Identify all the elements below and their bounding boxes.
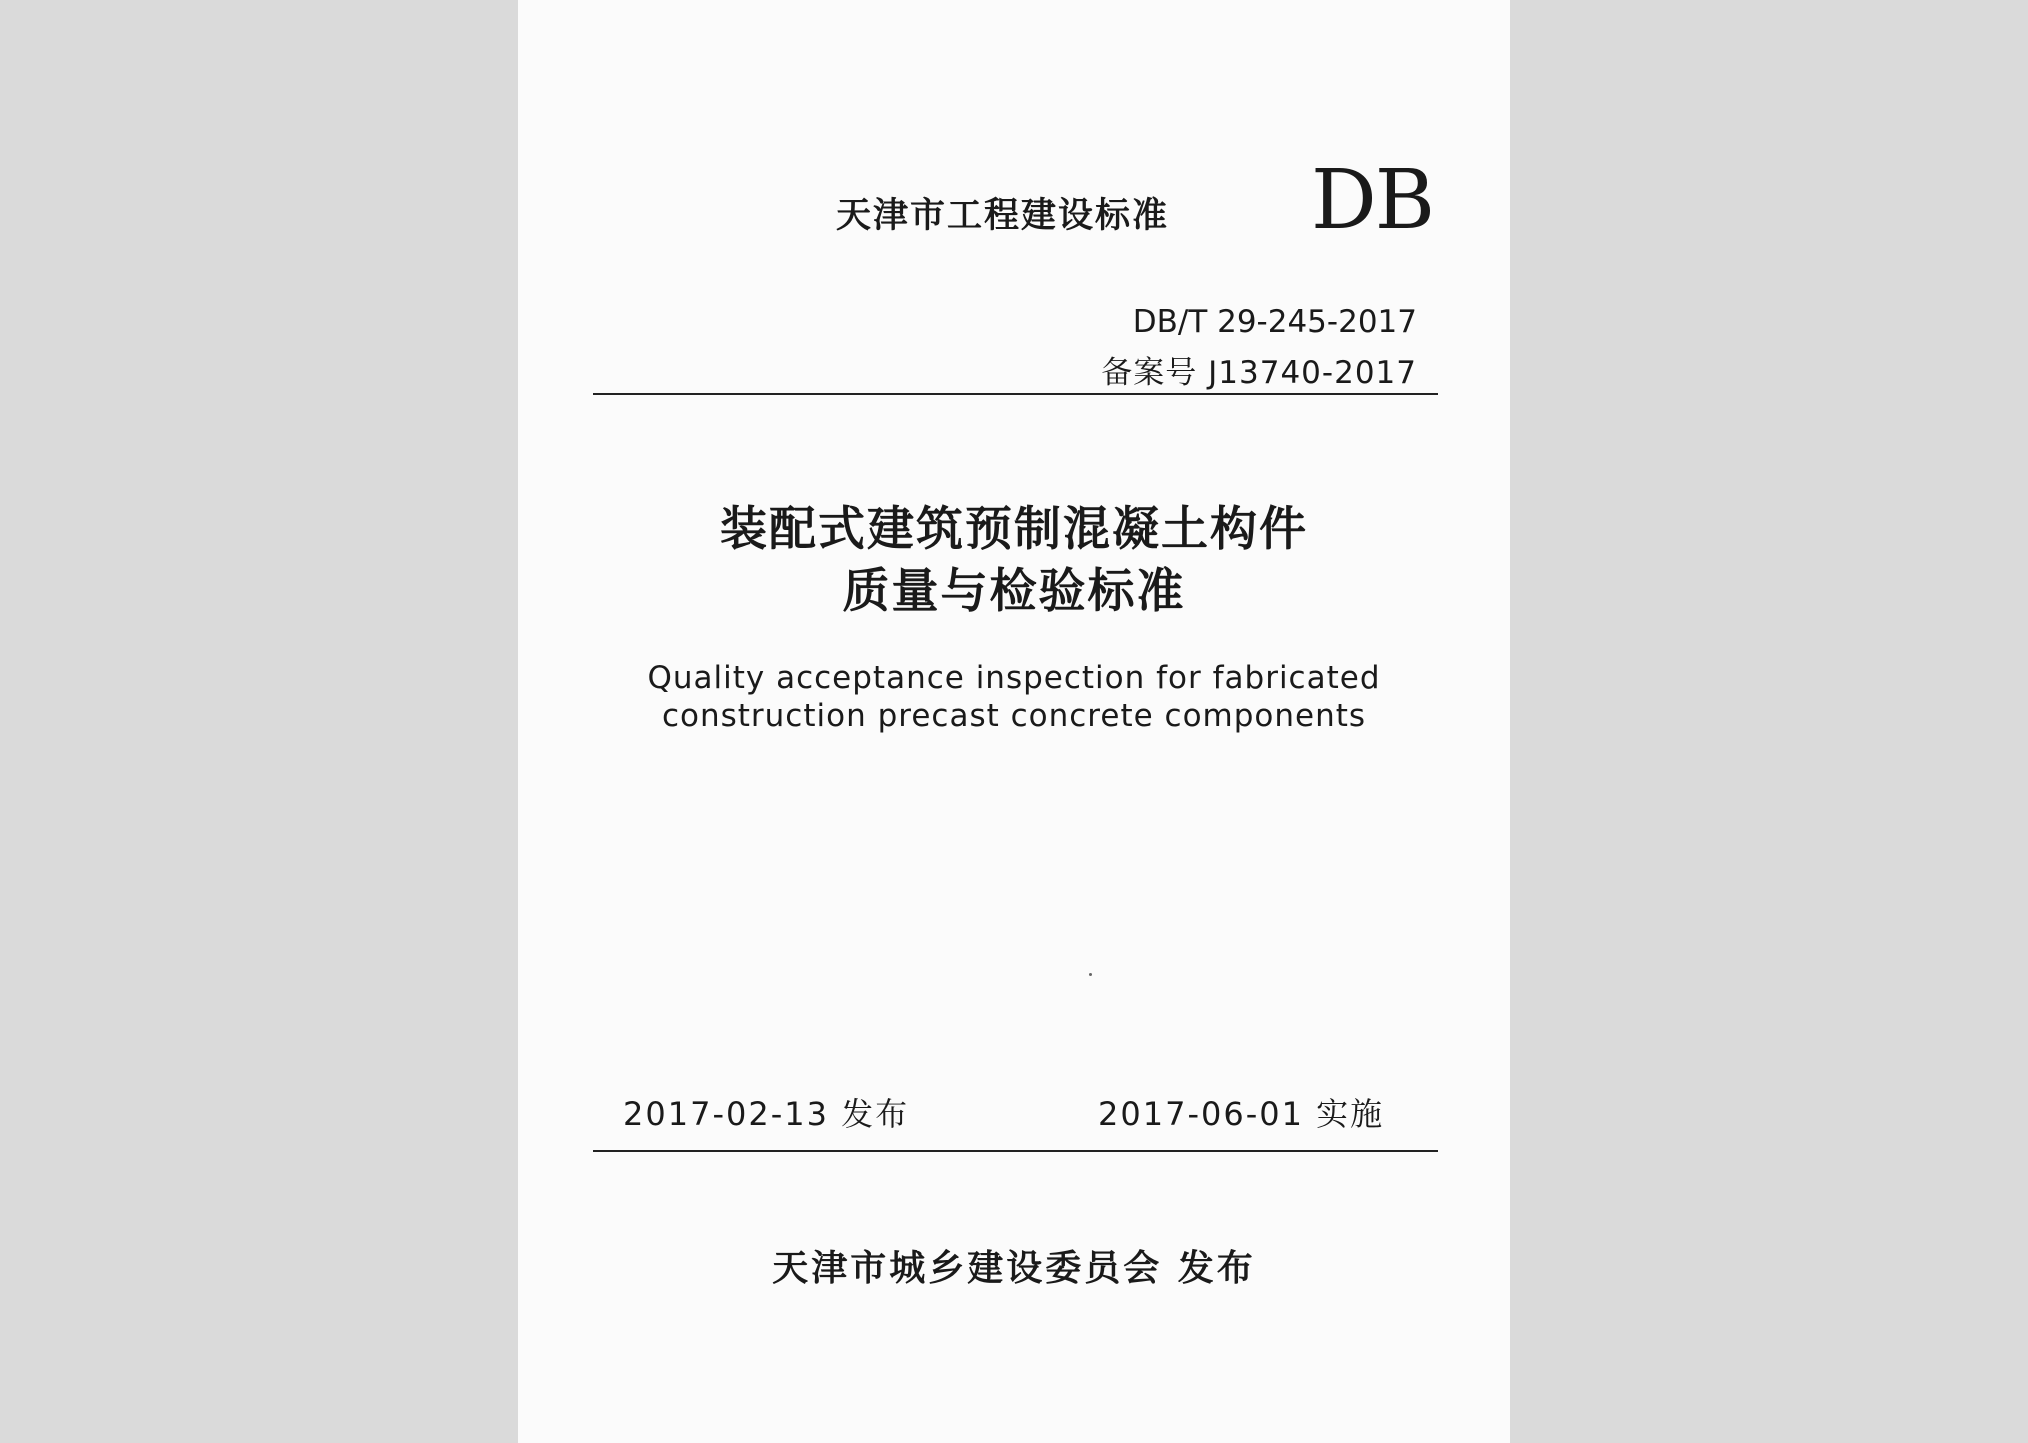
cover-page [518, 0, 1510, 1443]
title-english-line2: construction precast concrete components [661, 698, 1367, 734]
title-chinese-line1: 装配式建筑预制混凝土构件 [720, 502, 1308, 557]
bottom-divider [593, 1150, 1438, 1152]
db-mark: DB [1311, 153, 1434, 248]
issue-date: 2017-02-13 发布 [623, 1095, 910, 1133]
implementation-date: 2017-06-01 实施 [1098, 1095, 1385, 1133]
record-number: 备案号 J13740-2017 [1101, 355, 1417, 391]
standard-code: DB/T 29-245-2017 [1132, 304, 1417, 340]
title-chinese-line2: 质量与检验标准 [842, 564, 1186, 619]
standard-organization: 天津市工程建设标准 [836, 196, 1170, 236]
scan-speck [1089, 973, 1092, 976]
top-divider [593, 393, 1438, 395]
publisher: 天津市城乡建设委员会 发布 [772, 1248, 1256, 1289]
title-english-line1: Quality acceptance inspection for fabricated [647, 660, 1381, 696]
